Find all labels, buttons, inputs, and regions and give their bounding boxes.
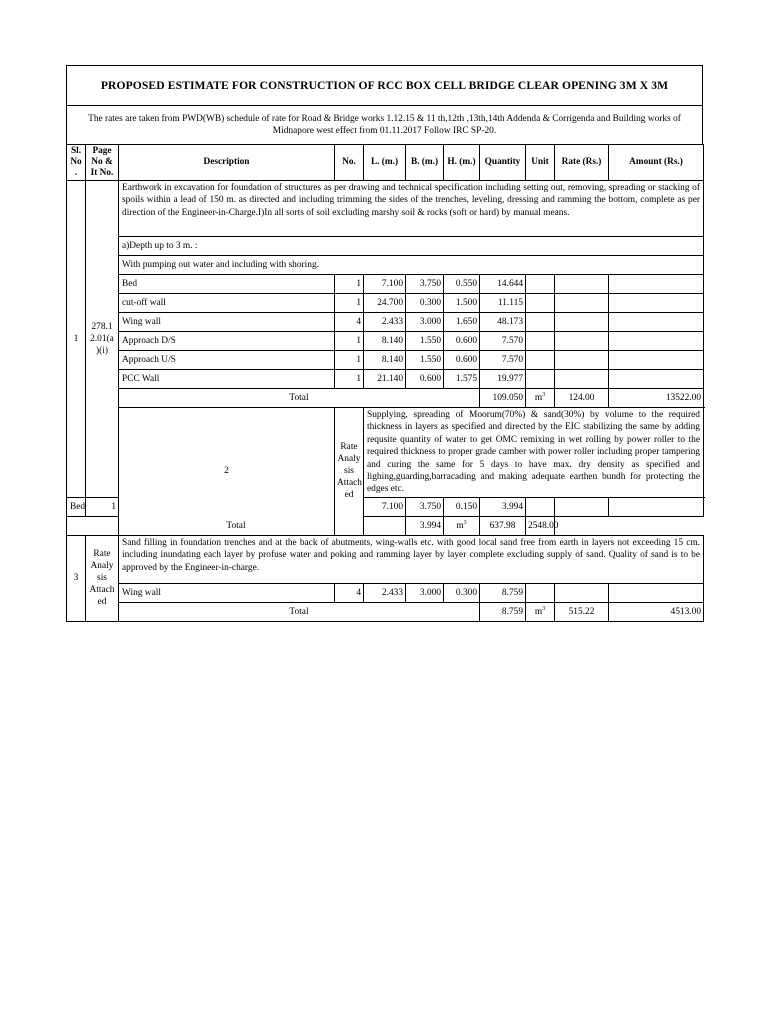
row-amount xyxy=(609,313,704,332)
row-unit xyxy=(526,332,555,351)
row-rate xyxy=(555,313,609,332)
row-quantity: 7.570 xyxy=(480,332,526,351)
row-no: 1 xyxy=(335,294,364,313)
row-name: PCC Wall xyxy=(119,370,335,389)
row-length: 8.140 xyxy=(364,351,406,370)
total-unit xyxy=(526,602,555,621)
row-amount xyxy=(609,294,704,313)
total-unit xyxy=(526,389,555,408)
item-1-subheading-row xyxy=(67,256,704,275)
unit-text: m xyxy=(534,393,543,403)
header-height: H. (m.) xyxy=(444,145,480,181)
estimate-table xyxy=(66,144,704,622)
row-height: 0.150 xyxy=(444,497,480,516)
row-no: 1 xyxy=(335,351,364,370)
total-unit xyxy=(444,516,480,535)
unit-superscript: 3 xyxy=(542,605,546,612)
item-1-depth-note: a)Depth up to 3 m. : xyxy=(119,237,704,256)
row-length: 21.140 xyxy=(364,370,406,389)
header-length: L. (m.) xyxy=(364,145,406,181)
row-amount xyxy=(609,497,704,516)
item-2-description: Supplying, spreading of Moorum(70%) & sand(30%) by volume to the required thickness in layers as specified and directed by the EIC stabilizing the same by adding requsite quantity of water to get OMC remixing in wet rolling by power roller to the required thickness to proper grade camber with power roller including proper tampering and curing the same for 5 days to have max. dry density as specified and lighing,guarding,barracading and making adequate earthen bundh for protecting the edges etc. xyxy=(364,408,704,498)
item-3-description-row xyxy=(67,535,704,583)
total-rate: 124.00 xyxy=(555,389,609,408)
row-breadth: 0.600 xyxy=(406,370,444,389)
item-1-subheading-row xyxy=(67,237,704,256)
row-amount xyxy=(609,351,704,370)
row-height: 1.575 xyxy=(444,370,480,389)
total-rate: 637.98 xyxy=(480,516,526,535)
total-row xyxy=(67,389,704,408)
row-name: Wing wall xyxy=(119,313,335,332)
row-rate xyxy=(555,294,609,313)
item-1-description: Earthwork in excavation for foundation of structures as per drawing and technical specification including setting out, removing, spreading or stacking of spoils within a lead of 150 m. as directed and including trimming the sides of the trenches, leveling, dressing and ramming the bottom, complete as per direction of the Engineer-in-Charge.I)In all sorts of soil excluding marshy soil & rocks (soft or hard) by manual means. xyxy=(119,181,704,237)
measurement-row xyxy=(67,275,704,294)
total-row xyxy=(67,516,704,535)
row-quantity: 48.173 xyxy=(480,313,526,332)
header-rate: Rate (Rs.) xyxy=(555,145,609,181)
measurement-row xyxy=(67,294,704,313)
row-amount xyxy=(609,583,704,602)
row-name: cut-off wall xyxy=(119,294,335,313)
row-amount xyxy=(609,370,704,389)
row-no: 1 xyxy=(86,497,119,516)
unit-text: m xyxy=(534,606,543,617)
estimate-title: PROPOSED ESTIMATE FOR CONSTRUCTION OF RCC BOX CELL BRIDGE CLEAR OPENING 3M X 3M xyxy=(66,65,703,106)
rates-note: The rates are taken from PWD(WB) schedule of rate for Road & Bridge works 1.12.15 & 11 th,12th ,13th,14th Addenda & Corrigenda and Building works of Midnapore west effect from 01.11.2017 Follow IRC SP-20. xyxy=(66,106,703,144)
row-height: 0.300 xyxy=(444,583,480,602)
row-rate xyxy=(555,370,609,389)
row-name: Bed xyxy=(119,275,335,294)
row-name: Approach D/S xyxy=(119,332,335,351)
header-breadth: B. (m.) xyxy=(406,145,444,181)
row-no: 1 xyxy=(335,275,364,294)
estimate-sheet xyxy=(66,65,703,622)
row-rate xyxy=(555,275,609,294)
total-label: Total xyxy=(119,602,480,621)
row-length: 2.433 xyxy=(364,583,406,602)
row-length: 7.100 xyxy=(364,275,406,294)
total-label: Total xyxy=(119,389,480,408)
row-length: 24.700 xyxy=(364,294,406,313)
row-length: 7.100 xyxy=(364,497,406,516)
total-quantity: 109.050 xyxy=(480,389,526,408)
item-2-description-row xyxy=(67,408,704,498)
row-rate xyxy=(555,497,609,516)
total-amount: 13522.00 xyxy=(609,389,704,408)
item-1-pumping-note: With pumping out water and including with shoring. xyxy=(119,256,704,275)
total-quantity: 3.994 xyxy=(406,516,444,535)
unit-superscript: 3 xyxy=(463,519,467,526)
row-unit xyxy=(526,351,555,370)
row-length: 2.433 xyxy=(364,313,406,332)
row-quantity: 14.644 xyxy=(480,275,526,294)
row-quantity: 11.115 xyxy=(480,294,526,313)
item-3-page: Rate Analy sis Attach ed xyxy=(86,535,119,621)
header-amount: Amount (Rs.) xyxy=(609,145,704,181)
header-no: No. xyxy=(335,145,364,181)
row-unit xyxy=(526,370,555,389)
row-height: 1.500 xyxy=(444,294,480,313)
measurement-row xyxy=(67,332,704,351)
header-quantity: Quantity xyxy=(480,145,526,181)
total-quantity: 8.759 xyxy=(480,602,526,621)
header-sl: Sl. No . xyxy=(67,145,86,181)
item-3-sl: 3 xyxy=(67,535,86,621)
row-name: Approach U/S xyxy=(119,351,335,370)
row-unit xyxy=(526,583,555,602)
row-breadth: 1.550 xyxy=(406,351,444,370)
total-row xyxy=(67,602,704,621)
row-unit xyxy=(526,497,555,516)
row-breadth: 3.750 xyxy=(406,275,444,294)
row-quantity: 3.994 xyxy=(480,497,526,516)
total-label: Total xyxy=(67,516,406,535)
row-height: 0.600 xyxy=(444,332,480,351)
row-unit xyxy=(526,313,555,332)
row-length: 8.140 xyxy=(364,332,406,351)
row-breadth: 3.000 xyxy=(406,583,444,602)
total-amount: 4513.00 xyxy=(609,602,704,621)
row-breadth: 1.550 xyxy=(406,332,444,351)
row-breadth: 0.300 xyxy=(406,294,444,313)
item-1-page: 278.1 2.01(a )(i) xyxy=(86,181,119,498)
total-rate: 515.22 xyxy=(555,602,609,621)
measurement-row xyxy=(67,583,704,602)
row-quantity: 7.570 xyxy=(480,351,526,370)
row-breadth: 3.750 xyxy=(406,497,444,516)
row-height: 1.650 xyxy=(444,313,480,332)
row-breadth: 3.000 xyxy=(406,313,444,332)
item-2-sl: 2 xyxy=(119,408,335,536)
row-no: 4 xyxy=(335,583,364,602)
row-quantity: 19.977 xyxy=(480,370,526,389)
row-quantity: 8.759 xyxy=(480,583,526,602)
row-amount xyxy=(609,275,704,294)
row-name: Wing wall xyxy=(119,583,335,602)
row-name: Bed xyxy=(67,497,86,516)
table-header-row xyxy=(67,145,704,181)
row-height: 0.550 xyxy=(444,275,480,294)
item-3-description: Sand filling in foundation trenches and at the back of abutments, wing-walls etc. with good local sand free from earth in layers not exceeding 15 cm. including inundating each layer by profuse water and poking and ramming layer by layer complete excluding supply of sand. Quality of sand is to be approved by the Engineer-in-charge. xyxy=(119,535,704,583)
unit-superscript: 3 xyxy=(542,391,546,398)
row-no: 1 xyxy=(335,332,364,351)
row-rate xyxy=(555,332,609,351)
header-page: Page No & It No. xyxy=(86,145,119,181)
row-unit xyxy=(526,294,555,313)
row-rate xyxy=(555,351,609,370)
measurement-row xyxy=(67,351,704,370)
row-no: 4 xyxy=(335,313,364,332)
item-1-sl: 1 xyxy=(67,181,86,498)
row-rate xyxy=(555,583,609,602)
item-2-page: Rate Analy sis Attach ed xyxy=(335,408,364,536)
row-no: 1 xyxy=(335,370,364,389)
header-unit: Unit xyxy=(526,145,555,181)
total-amount: 2548.00 xyxy=(526,516,555,535)
unit-text: m xyxy=(456,520,464,531)
measurement-row xyxy=(67,313,704,332)
item-1-description-row xyxy=(67,181,704,237)
row-amount xyxy=(609,332,704,351)
row-height: 0.600 xyxy=(444,351,480,370)
measurement-row xyxy=(67,370,704,389)
row-unit xyxy=(526,275,555,294)
header-description: Description xyxy=(119,145,335,181)
